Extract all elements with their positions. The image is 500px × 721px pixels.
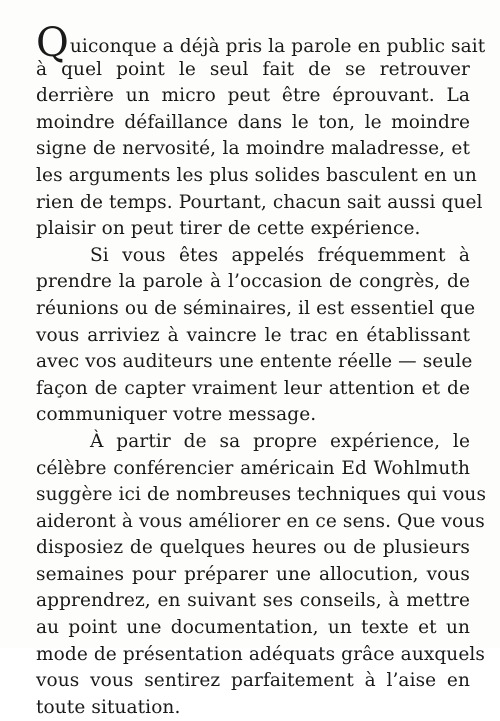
text-line: Si vous êtes appelés fréquemment à [90,244,470,266]
text-line: façon de capter vraiment leur attention et de [36,377,470,399]
text-line: célèbre conférencier américain Ed Wohlmuth [36,457,470,479]
text-line: semaines pour préparer une allocution, vous [36,563,470,585]
text-line: vous vous sentirez parfaitement à l’aise en [36,670,470,692]
text-line: les arguments les plus solides basculent en un [36,164,477,186]
paragraph-3 [36,429,487,721]
text-line-content: uiconque a déjà pris la parole en public sait [69,36,486,57]
body-text [36,20,487,721]
text-line: avec vos auditeurs une entente réelle — seule [36,351,473,373]
text-line: mode de présentation adéquats grâce auxquels [36,643,485,665]
text-line: toute situation. [36,696,181,718]
text-line: derrière un micro peut être éprouvant. La [36,85,470,107]
paragraph-1 [36,20,486,243]
text-line: vous arriviez à vaincre le trac en établissant [36,324,470,346]
text-line: à quel point le seul fait de se retrouver [36,58,470,80]
text-line: moindre défaillance dans le ton, le moindre [36,111,470,133]
text-line: signe de nervosité, la moindre maladresse, et [36,138,470,160]
text-line: réunions ou de séminaires, il est essentiel que [36,297,476,319]
text-line: À partir de sa propre expérience, le [90,430,470,452]
text-line [36,20,486,66]
text-line: prendre la parole à l’occasion de congrès, de [36,271,470,293]
text-line: disposiez de quelques heures ou de plusieurs [36,537,470,559]
text-line: suggère ici de nombreuses techniques qui vous [36,484,487,506]
text-line: au point une documentation, un texte et un [36,617,470,639]
drop-cap: Q [36,20,69,66]
text-line: plaisir on peut tirer de cette expérience. [36,218,421,240]
text-line: aideront à vous améliorer en ce sens. Que vous [36,510,485,532]
text-line: apprendrez, en suivant ses conseils, à mettre [36,590,470,612]
text-line: rien de temps. Pourtant, chacun sait aussi quel [36,191,483,213]
text-line: communiquer votre message. [36,404,317,426]
paragraph-2 [36,243,476,429]
